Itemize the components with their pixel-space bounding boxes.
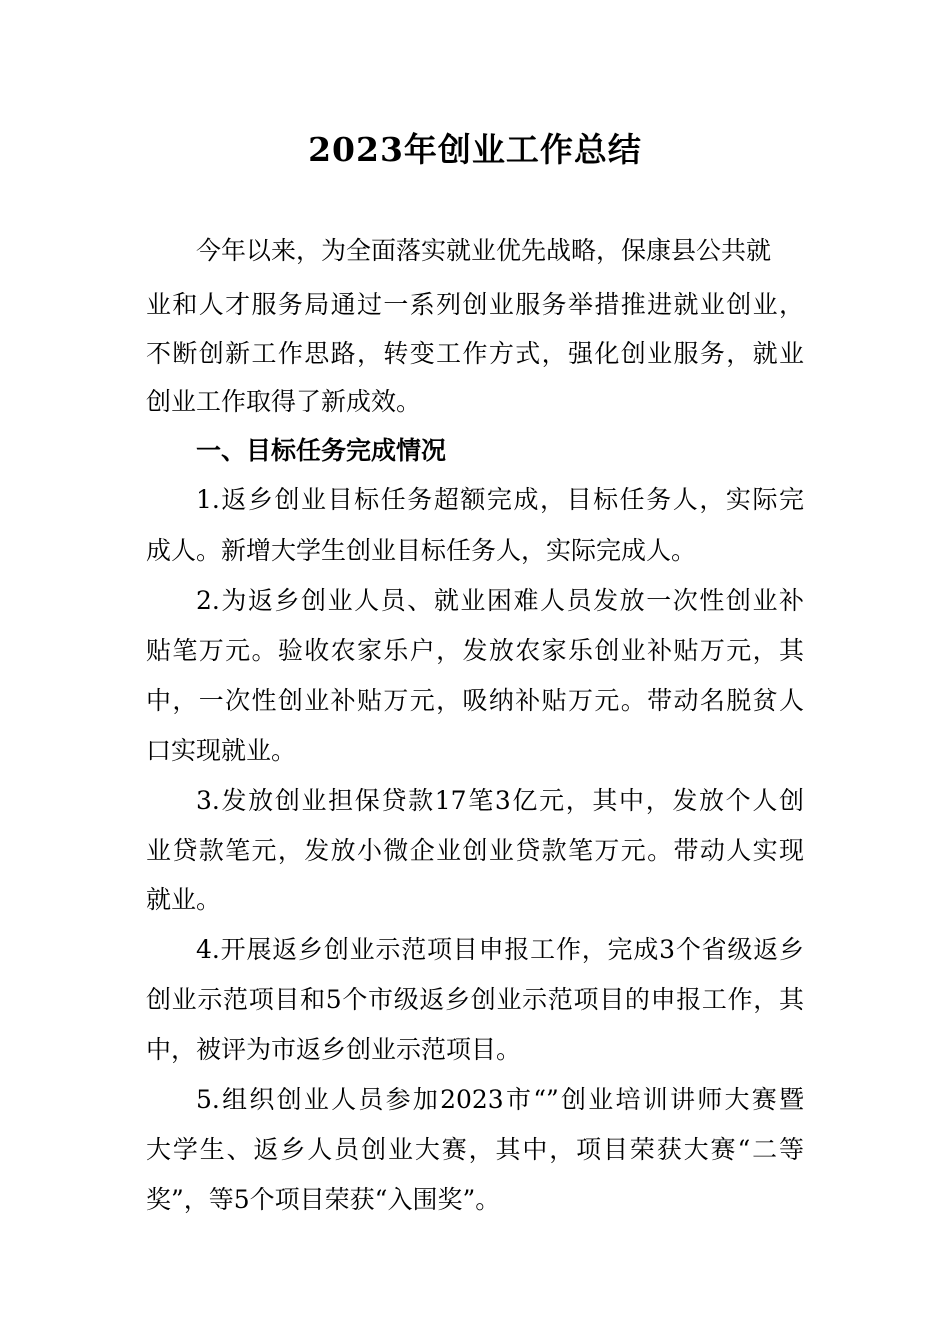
item-2-line-3: 中，一次性创业补贴万元，吸纳补贴万元。带动名脱贫人 — [146, 686, 804, 715]
item-1-line-2: 成人。新增大学生创业目标任务人，实际完成人。 — [146, 536, 697, 565]
section-heading: 一、目标任务完成情况 — [196, 436, 447, 465]
item-5-line-2: 大学生、返乡人员创业大赛，其中，项目荣获大赛“二等 — [146, 1135, 804, 1164]
intro-line-4: 创业工作取得了新成效。 — [146, 387, 422, 416]
item-5-line-3: 奖”，等5个项目荣获“入围奖”。 — [146, 1185, 501, 1214]
intro-line-3: 不断创新工作思路，转变工作方式，强化创业服务，就业 — [146, 339, 804, 368]
item-4-line-2: 创业示范项目和5个市级返乡创业示范项目的申报工作，其 — [146, 985, 804, 1014]
item-4-line-1: 4.开展返乡创业示范项目申报工作，完成3个省级返乡 — [196, 935, 804, 964]
item-5-line-1: 5.组织创业人员参加2023市“”创业培训讲师大赛暨 — [196, 1085, 804, 1114]
item-4-line-3: 中，被评为市返乡创业示范项目。 — [146, 1035, 522, 1064]
item-1-line-1: 1.返乡创业目标任务超额完成，目标任务人，实际完 — [196, 485, 804, 514]
intro-line-2: 业和人才服务局通过一系列创业服务举措推进就业创业， — [146, 290, 804, 319]
item-2-line-1: 2.为返乡创业人员、就业困难人员发放一次性创业补 — [196, 586, 804, 615]
item-2-line-4: 口实现就业。 — [146, 736, 297, 765]
item-3-line-1: 3.发放创业担保贷款17笔3亿元，其中，发放个人创 — [196, 786, 804, 815]
intro-line-1: 今年以来，为全面落实就业优先战略，保康县公共就 — [196, 236, 772, 265]
item-2-line-2: 贴笔万元。验收农家乐户，发放农家乐创业补贴万元，其 — [146, 636, 804, 665]
document-title: 2023年创业工作总结 — [308, 130, 642, 169]
item-3-line-3: 就业。 — [146, 885, 222, 914]
item-3-line-2: 业贷款笔元，发放小微企业创业贷款笔万元。带动人实现 — [146, 836, 804, 865]
